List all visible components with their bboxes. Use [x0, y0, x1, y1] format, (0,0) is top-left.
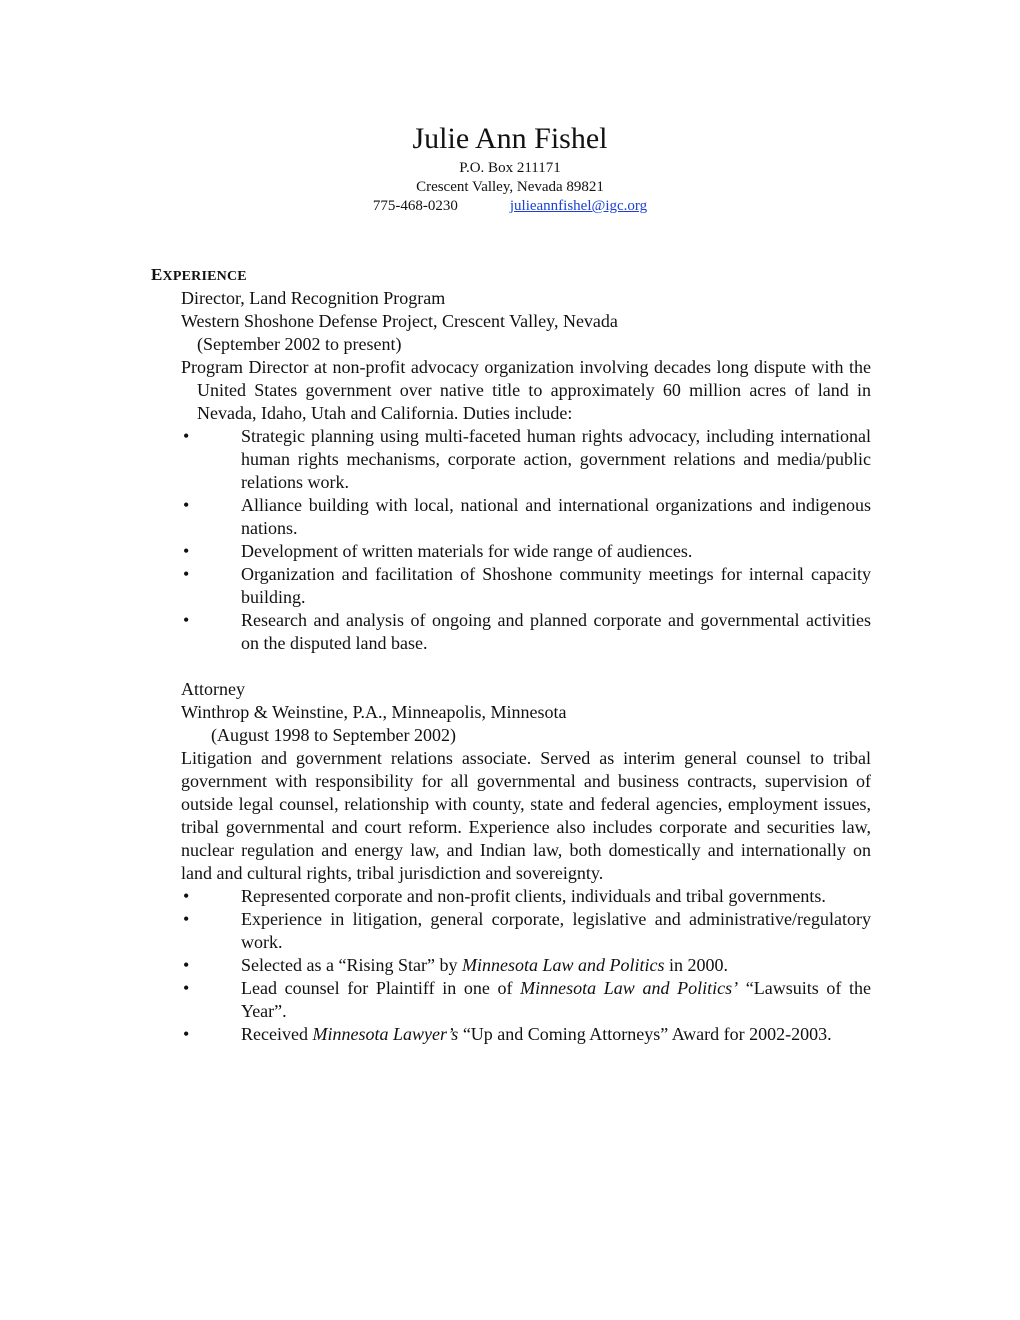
- list-item: • Selected as a “Rising Star” by Minnesota Law and Politics in 2000.: [183, 955, 728, 975]
- list-item: • Strategic planning using multi-faceted human rights advocacy, including international human rights mechanisms, corporate action, government relations and media/public relations work.: [183, 426, 871, 492]
- bullet-icon: •: [183, 426, 190, 446]
- job-entry-director: [181, 287, 871, 655]
- job-description: Program Director at non-profit advocacy organization involving decades long dispute with the United States government over native title to approximately 60 million acres of land in Nevada, Idaho, Utah and California. Duties include:: [181, 357, 871, 423]
- bullet-icon: •: [183, 495, 190, 515]
- job-duties-list: [181, 425, 871, 655]
- list-item: • Received Minnesota Lawyer’s “Up and Coming Attorneys” Award for 2002-2003.: [183, 1024, 832, 1044]
- job-dates: (August 1998 to September 2002): [211, 725, 456, 745]
- bullet-icon: •: [183, 541, 190, 561]
- list-item: • Experience in litigation, general corporate, legislative and administrative/regulatory work.: [183, 909, 871, 952]
- address-line-2: Crescent Valley, Nevada 89821: [416, 179, 604, 195]
- address-line-1: P.O. Box 211171: [459, 160, 561, 176]
- contact-line: [0, 197, 1020, 216]
- job-title: Attorney: [181, 679, 245, 699]
- list-item: • Alliance building with local, national and international organizations and indigenous nations.: [183, 495, 871, 538]
- job-entry-attorney: [181, 678, 871, 1046]
- list-item: • Represented corporate and non-profit clients, individuals and tribal governments.: [183, 886, 826, 906]
- job-highlights-list: [181, 885, 871, 1046]
- job-dates: (September 2002 to present): [197, 334, 402, 354]
- list-item: • Development of written materials for wide range of audiences.: [183, 541, 693, 561]
- bullet-icon: •: [183, 564, 190, 584]
- job-title: Director, Land Recognition Program: [181, 288, 446, 308]
- resume-body: [151, 265, 871, 1046]
- bullet-icon: •: [183, 909, 190, 929]
- bullet-icon: •: [183, 610, 190, 630]
- applicant-name: Julie Ann Fishel: [412, 122, 608, 155]
- bullet-icon: •: [183, 1024, 190, 1044]
- list-item: • Organization and facilitation of Shoshone community meetings for internal capacity building.: [183, 564, 871, 607]
- list-item: • Lead counsel for Plaintiff in one of Minnesota Law and Politics’ “Lawsuits of the Year”.: [183, 978, 872, 1021]
- phone-number: 775-468-0230: [372, 198, 458, 214]
- spacer: [151, 655, 871, 678]
- job-description: Litigation and government relations associate. Served as interim general counsel to tribal government with responsibility for all governmental and business contracts, supervision of outside legal counsel, relationship with county, state and federal agencies, employment issues, tribal governmental and court reform. Experience also includes corporate and securities law, nuclear regulation and energy law, and Indian law, both domestically and internationally on land and cultural rights, tribal jurisdiction and sovereignty.: [181, 748, 871, 883]
- bullet-icon: •: [183, 978, 190, 998]
- bullet-icon: •: [183, 886, 190, 906]
- list-item: • Research and analysis of ongoing and planned corporate and governmental activities on the disputed land base.: [183, 610, 871, 653]
- job-employer: Winthrop & Weinstine, P.A., Minneapolis, Minnesota: [181, 702, 567, 722]
- email-link[interactable]: julieannfishel@igc.org: [509, 198, 648, 214]
- resume-header: [0, 121, 1020, 216]
- section-heading-experience: EXPERIENCE: [151, 265, 247, 284]
- bullet-icon: •: [183, 955, 190, 975]
- job-employer: Western Shoshone Defense Project, Crescent Valley, Nevada: [181, 311, 618, 331]
